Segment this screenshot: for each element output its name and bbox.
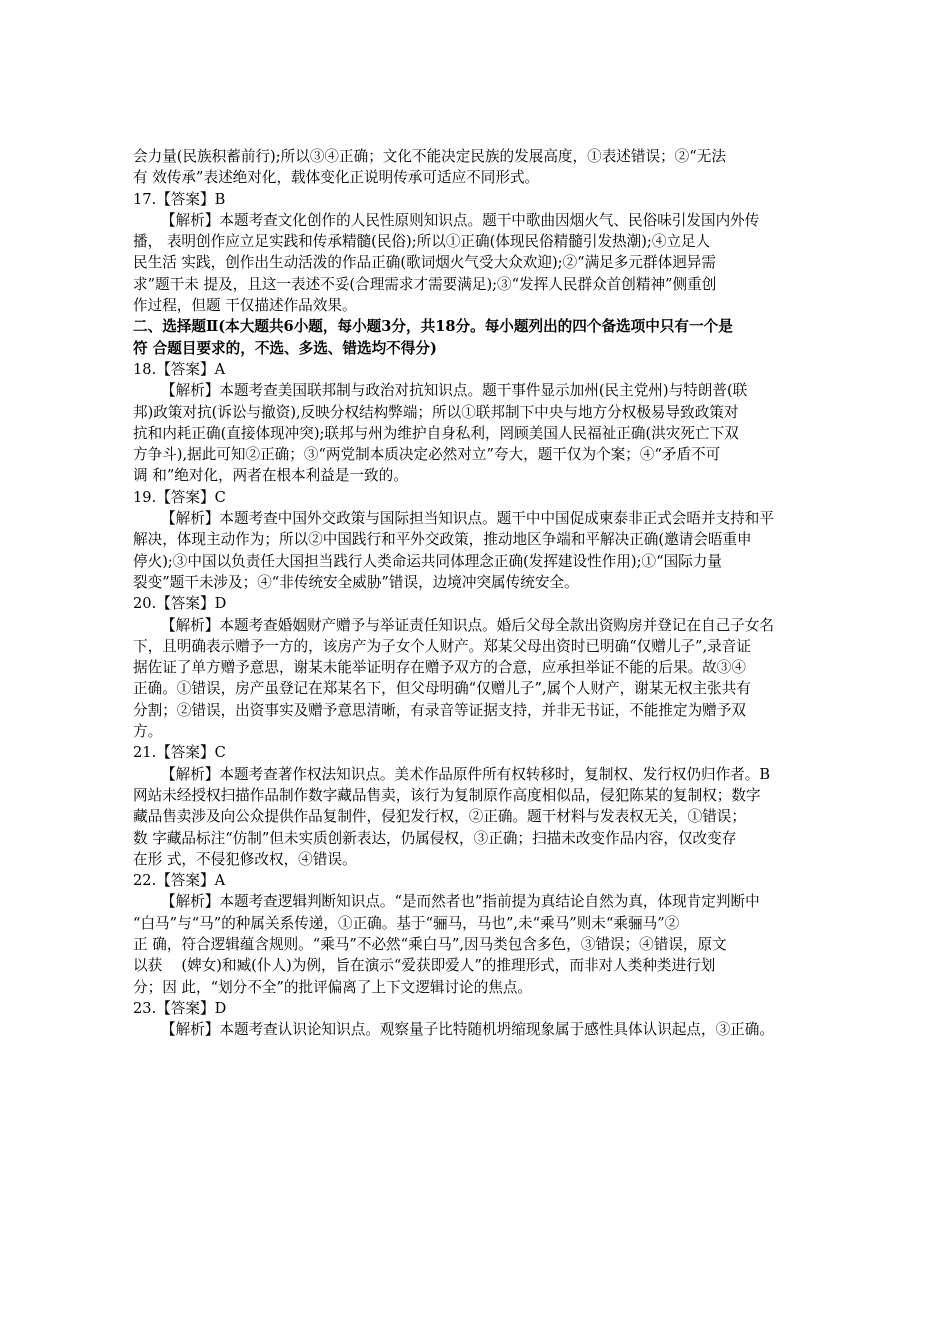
document-page: [133, 146, 817, 1040]
text-line: 邦)政策对抗(诉讼与撤资),反映分权结构弊端；所以①联邦制下中央与地方分权极易导致政策对: [133, 403, 739, 421]
text-line: 方。: [133, 723, 163, 741]
text-line: 二、选择题Ⅱ(本大题共6小题，每小题3分，共18分。每小题列出的四个备选项中只有一个是: [133, 318, 733, 336]
text-line: 网站未经授权扫描作品制作数字藏品售卖，该行为复制原作高度相似品，侵犯陈某的复制权；数字: [133, 786, 761, 804]
text-line: 抗和内耗正确(直接体现冲突);联邦与州为维护自身私利，罔顾美国人民福祉正确(洪灾死亡下双: [133, 424, 739, 442]
text-line: 调 和”绝对化，两者在根本利益是一致的。: [133, 467, 408, 485]
text-line: 以获 (婢女)和臧(仆人)为例，旨在演示“爱获即爱人”的推理形式，而非对人类种类进行划: [133, 957, 716, 975]
text-line: 有 效传承”表述绝对化，载体变化正说明传承可适应不同形式。: [133, 169, 540, 187]
text-line: 正确。①错误，房产虽登记在郑某名下，但父母明确“仅赠儿子”,属个人财产，谢某无权主张共有: [133, 680, 751, 698]
text-line: 数 字藏品标注“仿制”但未实质创新表达，仍属侵权，③正确；扫描未改变作品内容，仅改变存: [133, 829, 737, 847]
text-line: 22.【答案】A: [133, 872, 226, 890]
text-line: 民生活 实践，创作出生动活泼的作品正确(歌词烟火气受大众欢迎);②“满足多元群体迥异需: [133, 254, 716, 272]
text-line: 裂变”题干未涉及；④“非传统安全威胁”错误，边境冲突属传统安全。: [133, 573, 579, 591]
text-line: 求”题干未 提及，且这一表述不妥(合理需求才需要满足);③“发挥人民群众首创精神”侧重创: [133, 275, 717, 293]
text-line: 19.【答案】C: [133, 488, 226, 506]
text-line: 正 确，符合逻辑蕴含规则。“乘马”不必然“乘白马”,因马类包含多色，③错误；④错误，原文: [133, 935, 727, 953]
text-line: 下，且明确表示赠予一方的，该房产为子女个人财产。郑某父母出资时已明确“仅赠儿子”,录音证: [133, 637, 751, 655]
text-line: 分；因 此，“划分不全”的批评偏离了上下文逻辑讨论的焦点。: [133, 978, 533, 996]
text-line: 【解析】本题考查认识论知识点。观察量子比特随机坍缩现象属于感性具体认识起点，③正确。: [161, 1021, 774, 1039]
text-line: 【解析】本题考查婚姻财产赠予与举证责任知识点。婚后父母全款出资购房并登记在自己子女名: [161, 616, 774, 634]
text-line: 会力量(民族积蓄前行);所以③④正确；文化不能决定民族的发展高度，①表述错误；②“无法: [133, 148, 726, 165]
text-line: 藏品售卖涉及向公众提供作品复制件，侵犯发行权，②正确。题干材料与发表权无关，①错误；: [133, 808, 746, 826]
text-line: 【解析】本题考查著作权法知识点。美术作品原件所有权转移时，复制权、发行权仍归作者。B: [161, 765, 771, 783]
text-line: 在形 式，不侵犯修改权，④错误。: [133, 850, 357, 868]
text-line: “白马”与“马”的种属关系传递，①正确。基于“骊马，马也”,未“乘马”则未“乘骊马”②: [133, 914, 680, 932]
text-line: 符 合题目要求的，不选、多选、错选均不得分): [133, 339, 437, 357]
text-line: 作过程，但题 干仅描述作品效果。: [133, 297, 357, 315]
text-line: 【解析】本题考查中国外交政策与国际担当知识点。题干中中国促成柬泰非正式会晤并支持和平: [161, 510, 774, 528]
text-line: 分割；②错误，出资事实及赠予意思清晰，有录音等证据支持，并非无书证，不能推定为赠予双: [133, 701, 746, 719]
text-line: 【解析】本题考查文化创作的人民性原则知识点。题干中歌曲因烟火气、民俗味引发国内外传: [161, 211, 760, 229]
text-line: 18.【答案】A: [133, 360, 226, 378]
text-line: 解决，体现主动作为；所以②中国践行和平外交政策，推动地区争端和平解决正确(邀请会晤重申: [133, 531, 752, 549]
text-line: 方争斗),据此可知②正确；③“两党制本质决定必然对立”夸大，题干仅为个案；④“矛盾不可: [133, 446, 721, 464]
text-line: 20.【答案】D: [133, 595, 227, 613]
text-line: 【解析】本题考查逻辑判断知识点。“是而然者也”指前提为真结论自然为真，体现肯定判断中: [161, 893, 760, 911]
text-line: 播， 表明创作应立足实践和传承精髓(民俗);所以①正确(体现民俗精髓引发热潮);④立足人: [133, 233, 711, 251]
text-line: 停火);③中国以负责任大国担当践行人类命运共同体理念正确(发挥建设性作用);①“国际力量: [133, 552, 722, 570]
text-line: 据佐证了单方赠予意思，谢某未能举证明存在赠予双方的合意，应承担举证不能的后果。故③④: [133, 659, 746, 677]
text-line: 23.【答案】D: [133, 999, 227, 1017]
text-line: 【解析】本题考查美国联邦制与政治对抗知识点。题干事件显示加州(民主党州)与特朗普(联: [161, 382, 748, 400]
text-line: 21.【答案】C: [133, 744, 226, 762]
text-line: 17.【答案】B: [133, 190, 226, 208]
